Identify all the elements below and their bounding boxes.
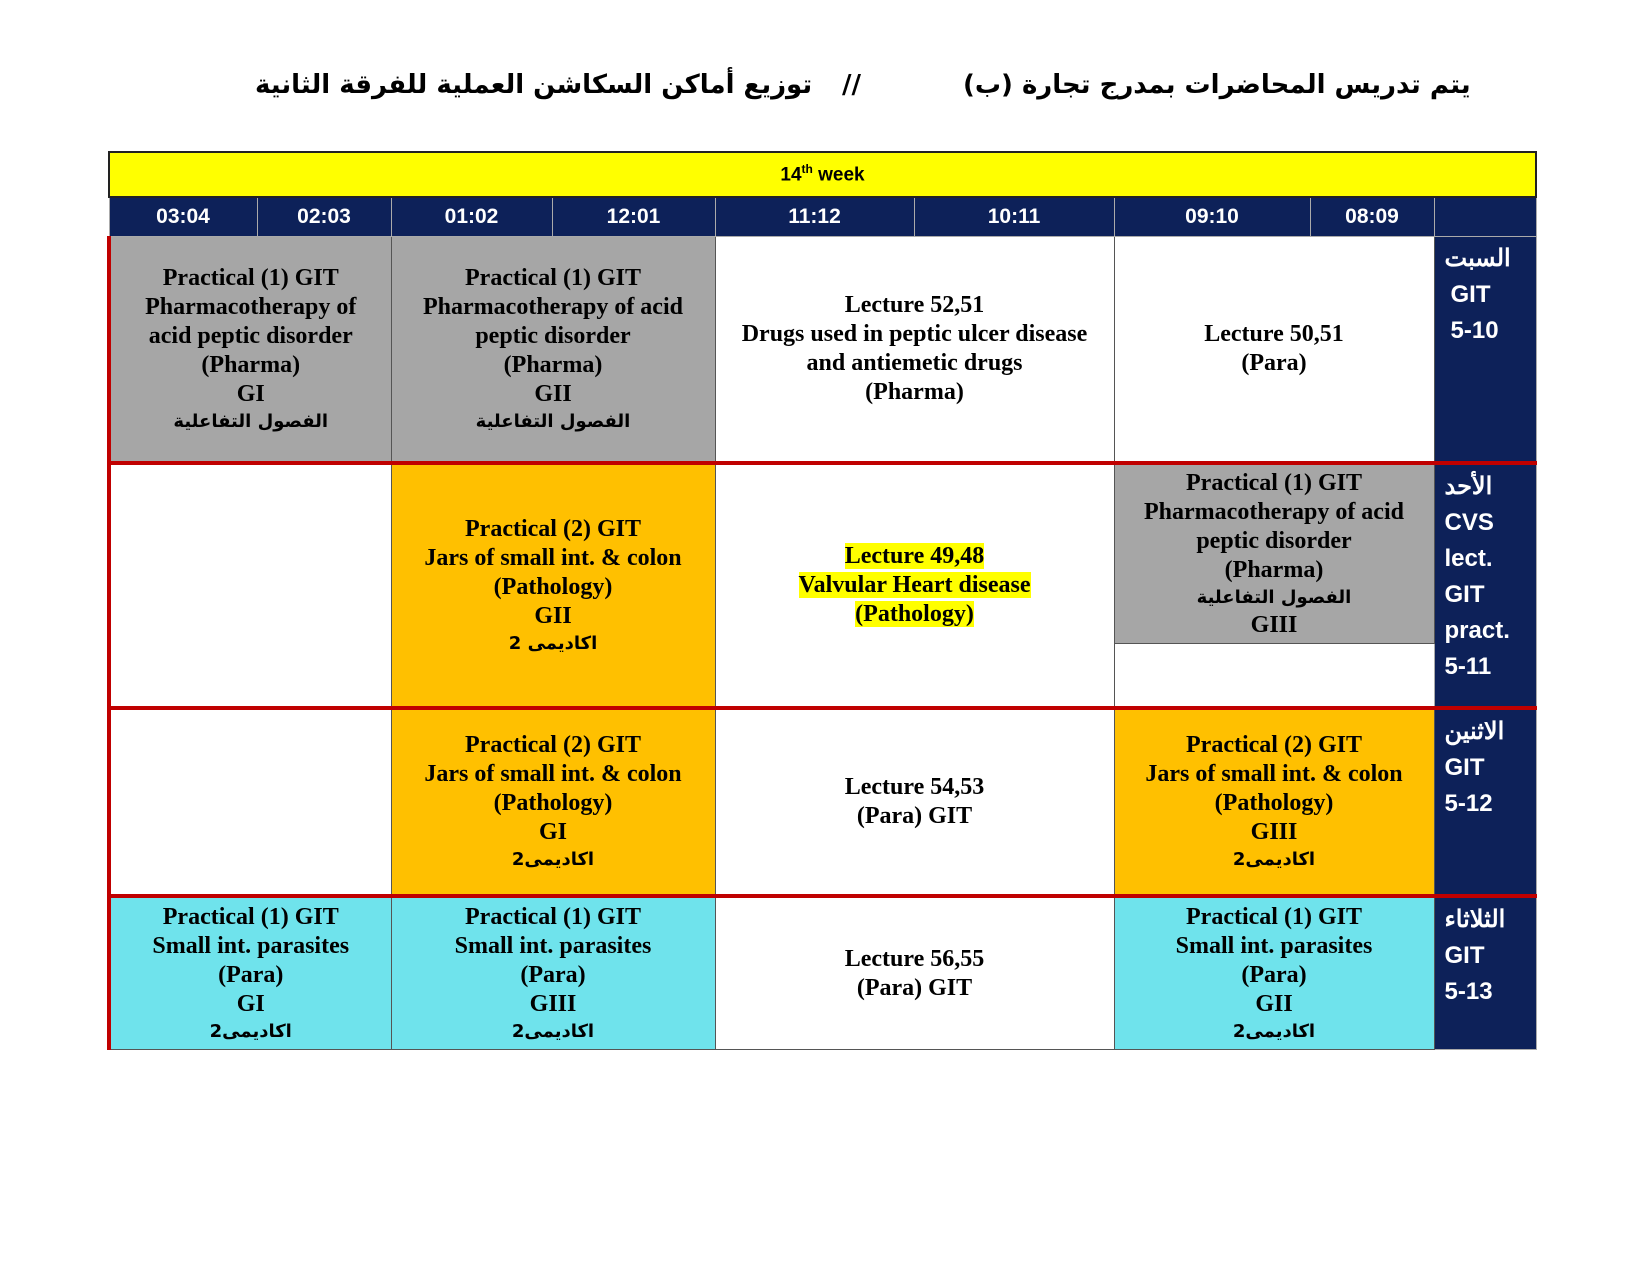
row-tuesday <box>109 896 1536 1050</box>
lecture-cell: Lecture 54,53 (Para) GIT <box>715 708 1114 896</box>
time-slot: 11:12 <box>715 197 914 237</box>
day-label-saturday: السبت GIT 5-10 <box>1434 237 1536 464</box>
week-label: 14th week <box>109 152 1536 197</box>
session-cell: Practical (2) GIT Jars of small int. & colon (Pathology) GI اكاديمى2 <box>391 708 715 896</box>
lecture-cell: Lecture 56,55 (Para) GIT <box>715 896 1114 1050</box>
session-cell: Practical (1) GIT Pharmacotherapy of acid peptic disorder (Pharma) GI الفصول التفاعلية <box>109 237 391 464</box>
day-label-monday: الاثنين GIT 5-12 <box>1434 708 1536 896</box>
time-slot: 08:09 <box>1310 197 1434 237</box>
session-cell: Practical (2) GIT Jars of small int. & colon (Pathology) GIII اكاديمى2 <box>1114 708 1434 896</box>
session-cell: Practical (1) GIT Small int. parasites (Para) GI اكاديمى2 <box>109 896 391 1050</box>
session-cell: Practical (2) GIT Jars of small int. & colon (Pathology) GII اكاديمى 2 <box>391 463 715 708</box>
time-slot: 12:01 <box>552 197 715 237</box>
time-slot: 09:10 <box>1114 197 1310 237</box>
session-cell: Practical (1) GIT Pharmacotherapy of acid peptic disorder (Pharma) GII الفصول التفاعلية <box>391 237 715 464</box>
time-slot: 03:04 <box>109 197 257 237</box>
schedule-table <box>107 151 1537 1050</box>
empty-cell <box>1114 644 1434 709</box>
time-slot: 01:02 <box>391 197 552 237</box>
row-saturday <box>109 237 1536 464</box>
lecture-cell: Lecture 49,48 Valvular Heart disease (Pathology) <box>715 463 1114 708</box>
time-slot: 10:11 <box>914 197 1114 237</box>
header-right-title: يتم تدريس المحاضرات بمدرج تجارة (ب) <box>963 70 1471 100</box>
session-cell: Practical (1) GIT Pharmacotherapy of acid peptic disorder (Pharma) الفصول التفاعلية GIII <box>1114 463 1434 644</box>
week-row <box>109 152 1536 197</box>
empty-cell <box>109 708 391 896</box>
row-sunday <box>109 463 1536 644</box>
header-separator: // <box>842 70 861 100</box>
session-cell: Practical (1) GIT Small int. parasites (Para) GII اكاديمى2 <box>1114 896 1434 1050</box>
lecture-cell: Lecture 52,51 Drugs used in peptic ulcer disease and antiemetic drugs (Pharma) <box>715 237 1114 464</box>
day-label-tuesday: الثلاثاء GIT 5-13 <box>1434 896 1536 1050</box>
time-slot: 02:03 <box>257 197 391 237</box>
row-monday <box>109 708 1536 896</box>
time-slot-empty <box>1434 197 1536 237</box>
header-left-title: توزيع أماكن السكاشن العملية للفرقة الثانية <box>255 70 813 100</box>
day-label-sunday: الأحد CVS lect. GIT pract. 5-11 <box>1434 463 1536 708</box>
time-header-row <box>109 197 1536 237</box>
empty-cell <box>109 463 391 708</box>
session-cell: Practical (1) GIT Small int. parasites (Para) GIII اكاديمى2 <box>391 896 715 1050</box>
lecture-cell: Lecture 50,51 (Para) <box>1114 237 1434 464</box>
